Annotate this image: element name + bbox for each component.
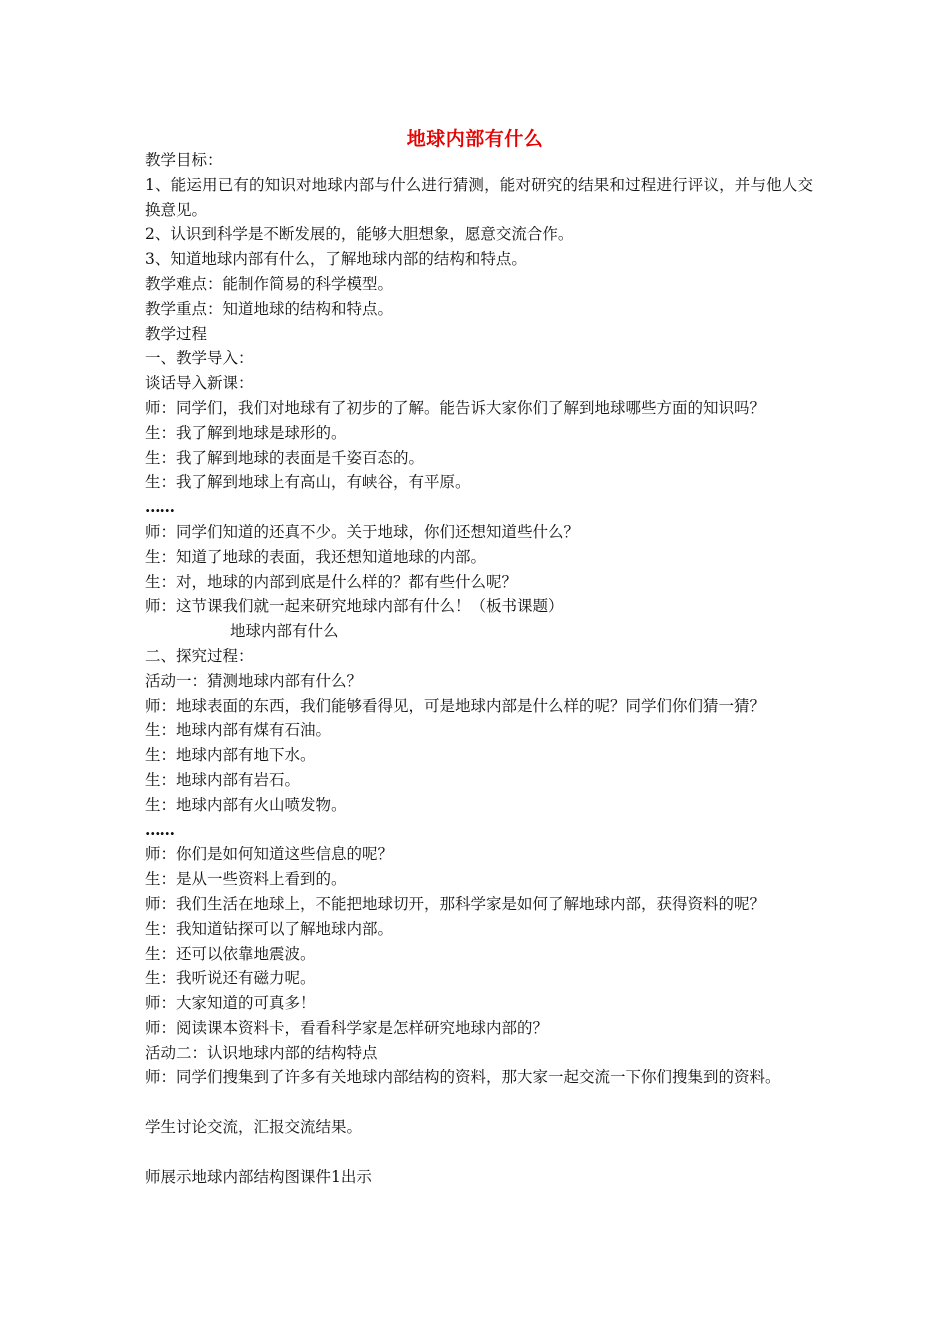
ellipsis-line: …… — [145, 497, 174, 517]
dialogue-line: 生：还可以依靠地震波。 — [145, 944, 316, 963]
objective-1: 1、能运用已有的知识对地球内部与什么进行猜测，能对研究的结果和过程进行评议，并与他人交换意见。 — [145, 175, 813, 219]
dialogue-line: 生：我知道钻探可以了解地球内部。 — [145, 919, 394, 938]
dialogue-line: 师：同学们搜集到了许多有关地球内部结构的资料，那大家一起交流一下你们搜集到的资料。 — [145, 1068, 781, 1087]
objective-2: 2、认识到科学是不断发展的，能够大胆想象，愿意交流合作。 — [145, 225, 574, 244]
board-title: 地球内部有什么 — [230, 622, 339, 641]
blank-line — [145, 1090, 813, 1115]
dialogue-line: 生：我了解到地球的表面是千姿百态的。 — [145, 448, 425, 467]
dialogue-line: 师：你们是如何知道这些信息的呢？ — [145, 845, 394, 864]
student-activity: 学生讨论交流，汇报交流结果。 — [145, 1118, 363, 1137]
dialogue-line: 师：同学们知道的还真不少。关于地球，你们还想知道些什么？ — [145, 522, 580, 541]
activity-1-heading: 活动一：猜测地球内部有什么？ — [145, 671, 363, 690]
section-heading-objectives: 教学目标： — [145, 151, 223, 169]
teaching-focus: 教学重点：知道地球的结构和特点。 — [145, 299, 394, 318]
activity-2-heading: 活动二：认识地球内部的结构特点 — [145, 1043, 378, 1062]
dialogue-line: 生：我听说还有磁力呢。 — [145, 969, 316, 988]
dialogue-line: 生：对，地球的内部到底是什么样的？都有些什么呢？ — [145, 572, 518, 591]
dialogue-line: 师：地球表面的东西，我们能够看得见，可是地球内部是什么样的呢？同学们你们猜一猜？ — [145, 696, 766, 715]
dialogue-line: 师：同学们，我们对地球有了初步的了解。能告诉大家你们了解到地球哪些方面的知识吗？ — [145, 398, 766, 417]
ellipsis-line: …… — [145, 819, 174, 839]
document-title: 地球内部有什么 — [406, 128, 544, 150]
dialogue-line: 生：知道了地球的表面，我还想知道地球的内部。 — [145, 547, 487, 566]
dialogue-line: 生：是从一些资料上看到的。 — [145, 870, 347, 889]
step-heading-exploration: 二、探究过程： — [145, 646, 254, 665]
dialogue-line: 师：这节课我们就一起来研究地球内部有什么！（板书课题） — [145, 597, 564, 616]
dialogue-line: 师：大家知道的可真多！ — [145, 994, 316, 1013]
section-heading-process: 教学过程 — [145, 324, 208, 343]
dialogue-line: 生：地球内部有火山喷发物。 — [145, 795, 347, 814]
teaching-difficulty: 教学难点：能制作简易的科学模型。 — [145, 274, 394, 293]
dialogue-line: 师：我们生活在地球上，不能把地球切开，那科学家是如何了解地球内部，获得资料的呢？ — [145, 894, 766, 913]
step-heading-introduction: 一、教学导入： — [145, 349, 254, 368]
dialogue-line: 生：地球内部有岩石。 — [145, 770, 301, 789]
dialogue-line: 师：阅读课本资料卡，看看科学家是怎样研究地球内部的？ — [145, 1018, 549, 1037]
dialogue-line: 生：地球内部有地下水。 — [145, 746, 316, 765]
dialogue-line: 生：地球内部有煤有石油。 — [145, 721, 332, 740]
dialogue-line: 生：我了解到地球上有高山，有峡谷，有平原。 — [145, 473, 471, 492]
dialogue-line: 生：我了解到地球是球形的。 — [145, 423, 347, 442]
objective-3: 3、知道地球内部有什么，了解地球内部的结构和特点。 — [145, 250, 527, 269]
blank-line — [145, 1140, 813, 1165]
courseware-note: 师展示地球内部结构图课件1出示 — [145, 1167, 372, 1186]
document-body — [145, 148, 813, 1189]
intro-subheading: 谈话导入新课： — [145, 374, 254, 393]
